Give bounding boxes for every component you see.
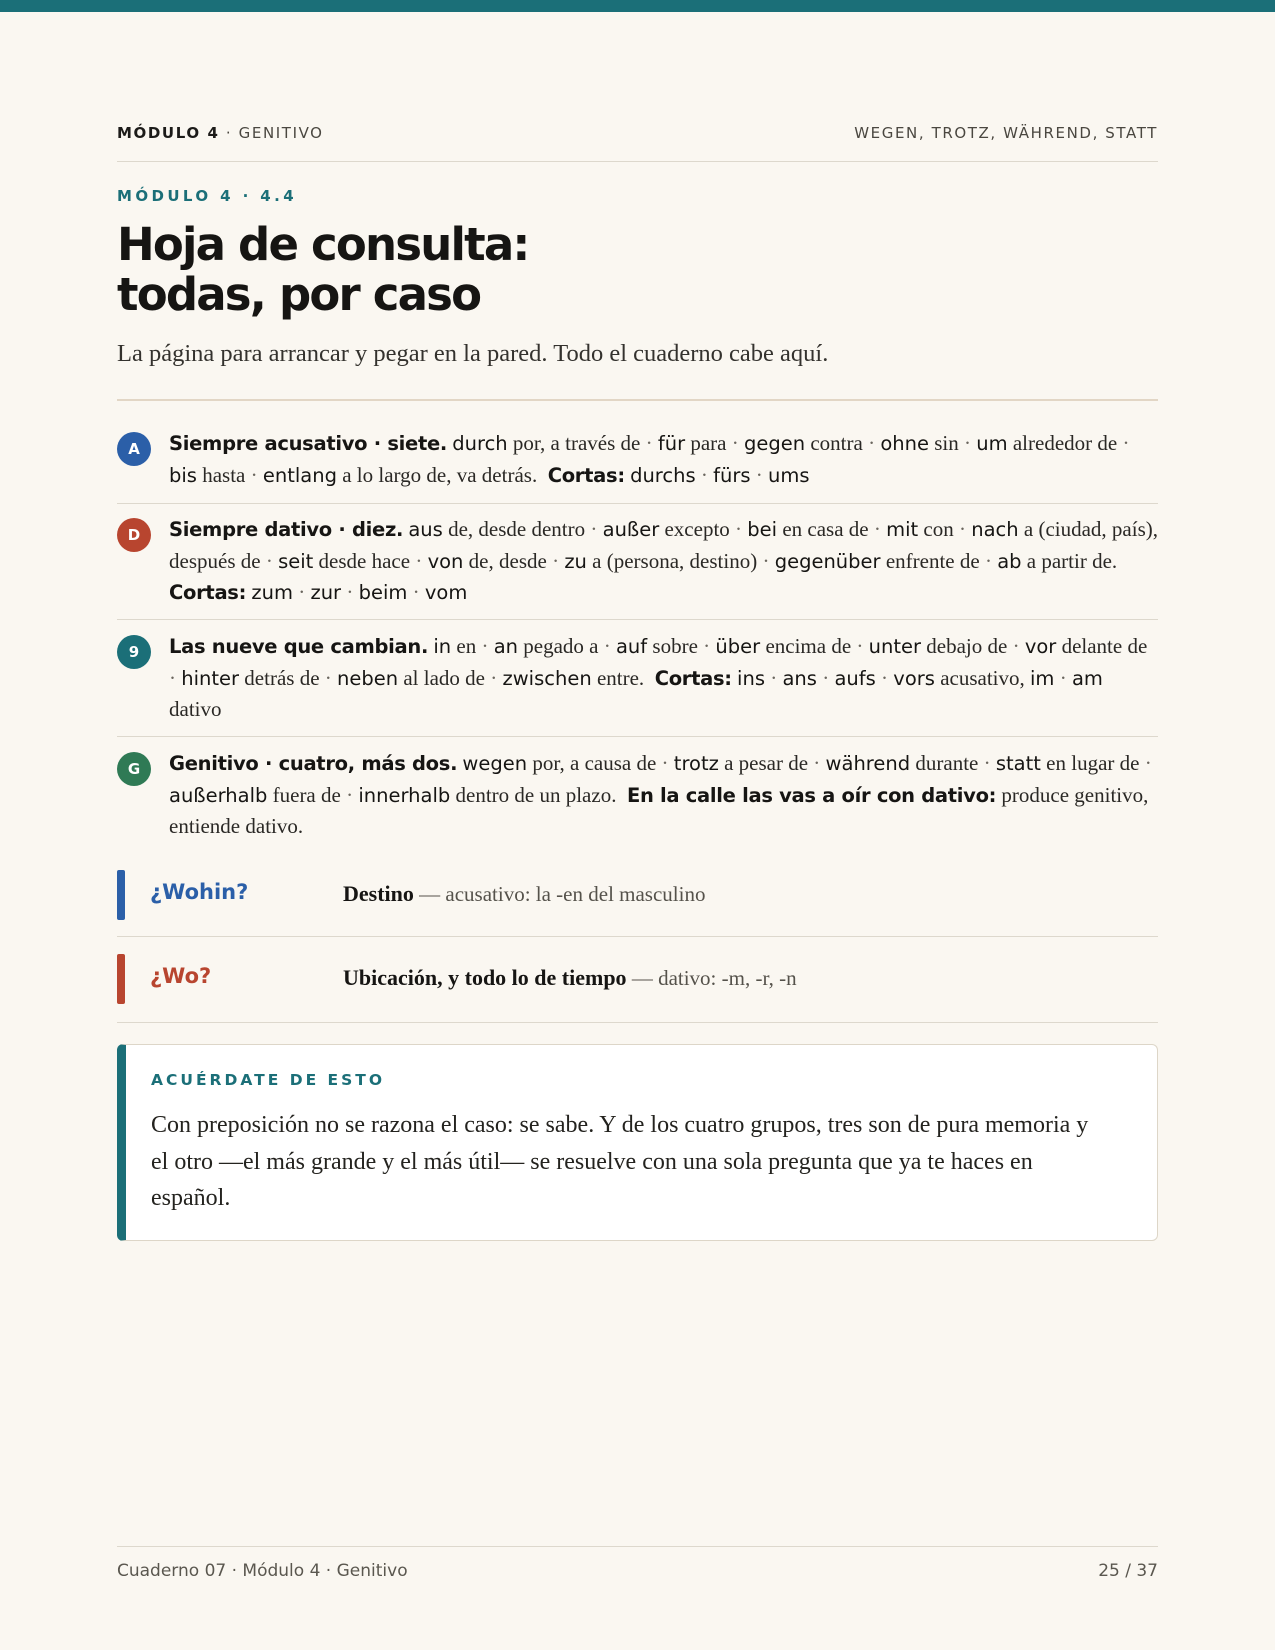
group-text — [169, 631, 1158, 725]
preposition-word: mit — [886, 518, 919, 541]
street-usage-text: produce genitivo, entiende dativo. — [169, 782, 1149, 838]
preposition-word: innerhalb — [358, 783, 451, 807]
running-head-right: WEGEN, TROTZ, WÄHREND, STATT — [854, 124, 1158, 142]
contraction: im — [1030, 666, 1055, 690]
contraction: ums — [768, 463, 810, 487]
preposition-meaning: por, a través de — [512, 431, 641, 455]
separator: · — [868, 517, 887, 541]
preposition-word: neben — [337, 666, 399, 690]
badge-accusative: A — [117, 432, 151, 466]
separator: · — [1054, 665, 1072, 690]
preposition-meaning: a pesar de — [724, 751, 809, 775]
badge-genitive: G — [117, 752, 151, 786]
question-dash: — — [626, 966, 659, 990]
preposition-meaning: alrededor de — [1012, 431, 1118, 455]
preposition-meaning: dentro de un plazo. — [455, 782, 617, 807]
preposition-meaning: de, desde dentro — [448, 517, 586, 541]
preposition-word: bei — [747, 518, 778, 541]
group-text — [169, 428, 1158, 491]
preposition-word: während — [825, 752, 911, 775]
question-accent-bar — [117, 870, 125, 920]
page-footer — [117, 1561, 1158, 1581]
contraction-case-note: dativo — [169, 697, 222, 721]
separator: · — [656, 751, 674, 775]
preposition-word: gegen — [743, 432, 806, 455]
preposition-word: über — [715, 635, 761, 658]
page-title-line-2: todas, por caso — [117, 268, 481, 321]
separator: · — [979, 548, 998, 573]
group-accusative — [117, 428, 1158, 491]
separator: · — [476, 634, 494, 658]
separator: · — [407, 580, 425, 604]
preposition-word: wegen — [462, 752, 528, 775]
group-genitive — [117, 748, 1158, 842]
preposition-meaning: con — [923, 517, 954, 541]
preposition-meaning: a partir de. — [1026, 548, 1118, 573]
preposition-word: gegenüber — [774, 549, 881, 573]
preposition-word: entlang — [262, 463, 337, 487]
separator: · — [697, 634, 716, 658]
header-divider — [117, 161, 1158, 162]
preposition-meaning: entre. — [596, 665, 645, 690]
separator: · — [757, 548, 775, 573]
running-head-module: MÓDULO 4 — [117, 124, 220, 142]
contractions-label: Cortas: — [169, 581, 247, 604]
preposition-word: aus — [408, 518, 443, 541]
separator: · — [585, 517, 603, 541]
preposition-meaning: contra — [810, 431, 863, 455]
preposition-meaning: a (persona, destino) — [592, 548, 758, 573]
preposition-meaning: para — [690, 431, 727, 455]
separator: · — [245, 462, 263, 487]
contraction: zur — [310, 581, 342, 604]
running-head-left — [117, 124, 324, 142]
contraction: vom — [424, 581, 468, 604]
contraction-case-note: acusativo, — [940, 665, 1025, 690]
question-note: dativo: -m, -r, -n — [658, 966, 797, 990]
preposition-meaning: en — [456, 634, 477, 658]
preposition-word: trotz — [673, 752, 719, 775]
group-heading: Siempre acusativo · siete. — [169, 432, 447, 455]
separator: · — [260, 548, 279, 573]
question-divider — [117, 936, 1158, 937]
question-divider — [117, 1022, 1158, 1023]
question-description — [343, 965, 797, 991]
preposition-word: vor — [1024, 635, 1057, 658]
separator: · — [978, 751, 996, 775]
preposition-meaning: hasta — [202, 462, 246, 487]
separator: · — [485, 665, 503, 690]
separator: · — [750, 462, 769, 487]
street-usage-label: En la calle las vas a oír con dativo: — [626, 783, 997, 807]
question-row-wohin — [117, 870, 1158, 920]
title-divider — [117, 399, 1158, 401]
separator: · — [598, 634, 616, 658]
contraction: zum — [251, 581, 293, 604]
separator: · — [410, 548, 428, 573]
contraction: ans — [782, 666, 817, 690]
preposition-word: seit — [278, 549, 314, 573]
preposition-meaning: desde hace — [318, 548, 411, 573]
preposition-word: an — [493, 635, 519, 658]
page-title-line-1: Hoja de consulta: — [117, 218, 529, 271]
preposition-meaning: debajo de — [926, 634, 1008, 658]
preposition-word: außer — [602, 518, 660, 541]
preposition-word: von — [427, 549, 464, 573]
preposition-meaning: detrás de — [244, 665, 320, 690]
group-text — [169, 514, 1158, 609]
separator: · — [1117, 431, 1130, 455]
group-divider — [117, 619, 1158, 620]
question-term: Ubicación, y todo lo de tiempo — [343, 965, 627, 990]
separator: · — [695, 462, 714, 487]
group-heading: Las nueve que cambian. — [169, 635, 429, 658]
preposition-meaning: de, desde — [468, 548, 547, 573]
preposition-word: um — [976, 432, 1008, 455]
preposition-word: unter — [868, 635, 922, 658]
preposition-meaning: a lo largo de, va detrás. — [342, 462, 538, 487]
question-note: acusativo: la -en del masculino — [445, 882, 706, 906]
contraction: beim — [358, 581, 408, 604]
separator: · — [1007, 634, 1025, 658]
preposition-word: hinter — [181, 666, 240, 690]
group-dative — [117, 514, 1158, 609]
contraction: durchs — [630, 463, 696, 487]
preposition-word: für — [657, 432, 686, 455]
preposition-meaning: excepto — [664, 517, 730, 541]
preposition-word: ab — [997, 549, 1022, 573]
preposition-word: durch — [452, 432, 508, 455]
preposition-meaning: en lugar de — [1046, 751, 1140, 775]
group-divider — [117, 503, 1158, 504]
reminder-callout — [117, 1044, 1158, 1241]
contraction: am — [1071, 666, 1103, 690]
separator: · — [726, 431, 744, 455]
group-heading: Siempre dativo · diez. — [169, 518, 404, 541]
separator: · — [292, 580, 311, 604]
preposition-meaning: enfrente de — [885, 548, 980, 573]
preposition-meaning: en casa de — [782, 517, 869, 541]
preposition-meaning: fuera de — [272, 782, 341, 807]
page-number: 25 / 37 — [1098, 1561, 1158, 1581]
preposition-meaning: sin — [934, 431, 959, 455]
separator: · — [546, 548, 565, 573]
running-head-topic: GENITIVO — [238, 124, 324, 142]
preposition-word: zwischen — [502, 666, 592, 690]
badge-dative: D — [117, 518, 151, 552]
separator: · — [1139, 751, 1152, 775]
contraction: aufs — [834, 666, 876, 690]
running-head-dot: · — [219, 124, 239, 142]
page-subtitle: La página para arrancar y pegar en la pared. Todo el cuaderno cabe aquí. — [117, 340, 829, 367]
preposition-word: in — [433, 635, 452, 658]
preposition-meaning: por, a causa de — [532, 751, 657, 775]
group-divider — [117, 736, 1158, 737]
separator: · — [851, 634, 869, 658]
running-head — [117, 124, 1158, 142]
group-two-way — [117, 631, 1158, 725]
footer-divider — [117, 1546, 1158, 1547]
page-title — [117, 220, 917, 320]
separator: · — [729, 517, 748, 541]
separator: · — [875, 665, 894, 690]
preposition-meaning: encima de — [765, 634, 852, 658]
preposition-word: ohne — [880, 432, 929, 455]
separator: · — [340, 782, 359, 807]
page — [117, 0, 1158, 1650]
question-dash: — — [413, 882, 446, 906]
question-row-wo — [117, 954, 1158, 1004]
preposition-meaning: a (ciudad, país), después de — [169, 517, 1159, 573]
question-description — [343, 881, 705, 907]
preposition-word: nach — [971, 518, 1019, 541]
question-label: ¿Wohin? — [150, 880, 249, 904]
preposition-meaning: pegado a — [523, 634, 599, 658]
separator: · — [640, 431, 658, 455]
contraction: vors — [893, 666, 935, 690]
contractions-label: Cortas: — [547, 463, 625, 487]
callout-label: ACUÉRDATE DE ESTO — [151, 1071, 386, 1089]
question-accent-bar — [117, 954, 125, 1004]
separator: · — [764, 665, 783, 690]
preposition-word: außerhalb — [169, 783, 268, 807]
separator: · — [958, 431, 977, 455]
group-text — [169, 748, 1158, 842]
preposition-word: zu — [564, 549, 587, 573]
preposition-word: statt — [995, 752, 1041, 775]
separator: · — [341, 580, 359, 604]
preposition-meaning: sobre — [652, 634, 698, 658]
separator: · — [319, 665, 338, 690]
question-term: Destino — [343, 881, 414, 906]
footer-left: Cuaderno 07 · Módulo 4 · Genitivo — [117, 1561, 408, 1581]
preposition-word: bis — [169, 463, 197, 487]
group-heading: Genitivo · cuatro, más dos. — [169, 752, 458, 775]
question-label: ¿Wo? — [150, 964, 212, 988]
preposition-meaning: durante — [915, 751, 979, 775]
separator: · — [816, 665, 835, 690]
preposition-meaning: delante de — [1061, 634, 1148, 658]
separator: · — [169, 665, 182, 690]
callout-body: Con preposición no se razona el caso: se sabe. Y de los cuatro grupos, tres son de pura memoria y el otro —el más grande y el más útil— se resuelve con una sola pregunta que ya te haces en español. — [151, 1112, 1089, 1211]
contraction: ins — [737, 666, 765, 690]
preposition-meaning: al lado de — [403, 665, 485, 690]
section-eyebrow: MÓDULO 4 · 4.4 — [117, 187, 298, 205]
badge-two-way: 9 — [117, 635, 151, 669]
contraction: fürs — [713, 463, 751, 487]
contractions-label: Cortas: — [654, 666, 732, 690]
separator: · — [862, 431, 881, 455]
separator: · — [953, 517, 972, 541]
preposition-word: auf — [615, 635, 648, 658]
separator: · — [808, 751, 826, 775]
